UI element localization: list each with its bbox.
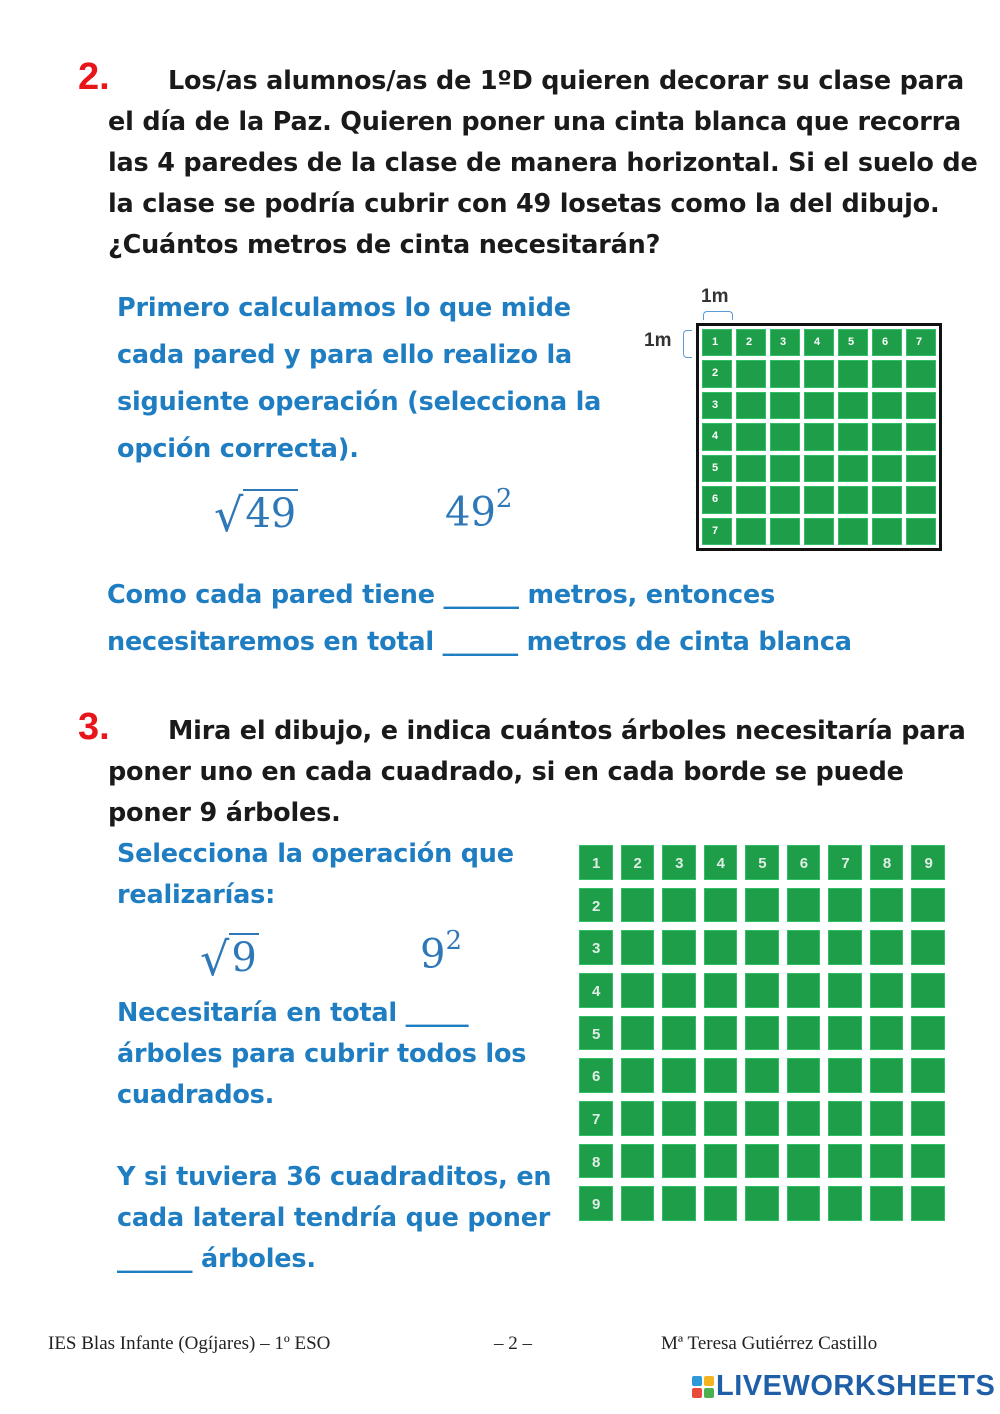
square-cell	[662, 1144, 696, 1179]
square-number: 6	[592, 1068, 601, 1086]
square-cell	[870, 930, 904, 965]
tile-cell	[872, 392, 902, 419]
option-9-squared-exp: 2	[445, 926, 462, 956]
square-cell	[787, 930, 821, 965]
tile-cell	[736, 518, 766, 545]
tile-number: 3	[712, 398, 719, 411]
square-cell	[870, 973, 904, 1008]
square-cell	[621, 1101, 655, 1136]
exercise-3-number: 3.	[78, 706, 110, 748]
exercise-2-line-5: ¿Cuántos metros de cinta necesitarán?	[108, 230, 661, 260]
tile-grid-9x9	[579, 845, 945, 1221]
tile-cell	[770, 423, 800, 450]
tile-cell	[872, 486, 902, 513]
square-cell	[745, 1186, 779, 1221]
option-49-squared-base: 49	[445, 489, 496, 536]
option-49-squared[interactable]	[445, 484, 513, 536]
tile-cell	[906, 486, 936, 513]
tile-cell	[838, 360, 868, 387]
tile-cell	[838, 455, 868, 482]
square-cell	[870, 1016, 904, 1051]
option-9-squared[interactable]	[420, 926, 462, 978]
tile-number: 4	[814, 336, 821, 348]
square-cell	[828, 973, 862, 1008]
left-brace	[683, 330, 692, 358]
tile-cell	[804, 392, 834, 419]
tile-number: 7	[712, 524, 719, 537]
answer-line: árboles para cubrir todos los	[117, 1039, 527, 1069]
square-cell	[662, 930, 696, 965]
tile-cell	[804, 518, 834, 545]
exercise-2-number: 2.	[78, 56, 110, 98]
tile-cell	[838, 392, 868, 419]
instruction-line: opción correcta).	[117, 434, 359, 464]
square-cell	[704, 1016, 738, 1051]
tile-cell	[838, 423, 868, 450]
square-cell	[745, 930, 779, 965]
instruction-line: Primero calculamos lo que mide	[117, 293, 571, 323]
tile-cell	[770, 518, 800, 545]
square-cell	[745, 1144, 779, 1179]
grid-top-label: 1m	[701, 286, 729, 307]
square-number: 1	[592, 855, 601, 872]
square-cell	[704, 973, 738, 1008]
tile-cell	[804, 486, 834, 513]
square-cell	[787, 973, 821, 1008]
footer-author: Mª Teresa Gutiérrez Castillo	[661, 1333, 878, 1354]
tile-cell	[906, 360, 936, 387]
square-cell	[621, 973, 655, 1008]
square-cell	[787, 888, 821, 923]
grid-left-label: 1m	[644, 330, 672, 351]
square-cell	[745, 1016, 779, 1051]
footer-school: IES Blas Infante (Ogíjares) – 1º ESO	[48, 1333, 331, 1354]
square-cell	[787, 1186, 821, 1221]
square-number: 2	[592, 897, 601, 915]
exercise-2-line-1: Los/as alumnos/as de 1ºD quieren decorar su clase para	[168, 66, 965, 96]
answer-line-1[interactable]: Como cada pared tiene ______ metros, entonces	[107, 580, 776, 610]
square-cell	[870, 1058, 904, 1093]
exercise-3-line-1: Mira el dibujo, e indica cuántos árboles necesitaría para	[168, 716, 966, 746]
square-number: 7	[592, 1111, 601, 1128]
option-sqrt-49[interactable]: √49	[214, 488, 297, 542]
option-sqrt-9[interactable]: √9	[200, 932, 257, 986]
square-cell	[704, 1186, 738, 1221]
tile-cell	[872, 455, 902, 482]
square-cell	[704, 930, 738, 965]
tile-number: 5	[712, 461, 719, 474]
tile-cell	[804, 455, 834, 482]
square-cell	[621, 1144, 655, 1179]
exercise-3-answer-2	[117, 1157, 551, 1280]
square-cell	[704, 1101, 738, 1136]
exercise-3-instruction	[117, 834, 514, 916]
square-cell	[704, 1144, 738, 1179]
exercise-3-line-2: poner uno en cada cuadrado, si en cada borde se puede	[108, 757, 904, 787]
square-number: 3	[675, 855, 684, 872]
answer-line: cuadrados.	[117, 1080, 275, 1110]
square-cell	[704, 888, 738, 923]
square-cell	[787, 1016, 821, 1051]
square-cell	[870, 888, 904, 923]
tile-cell	[736, 455, 766, 482]
tile-cell	[736, 360, 766, 387]
square-cell	[828, 1058, 862, 1093]
square-cell	[870, 1144, 904, 1179]
option-sqrt-9-value: 9	[231, 935, 257, 981]
option-sqrt-49-value: 49	[245, 491, 297, 537]
square-cell	[621, 888, 655, 923]
instruction-line: Selecciona la operación que	[117, 839, 514, 869]
square-cell	[828, 1016, 862, 1051]
tile-cell	[736, 423, 766, 450]
square-cell	[662, 1058, 696, 1093]
tile-cell	[872, 423, 902, 450]
exercise-2-instruction	[117, 285, 601, 473]
tile-number: 4	[712, 430, 719, 443]
footer-page-number: – 2 –	[494, 1333, 532, 1354]
square-cell	[662, 888, 696, 923]
exercise-3-line-3: poner 9 árboles.	[108, 798, 341, 828]
square-cell	[621, 1186, 655, 1221]
tile-cell	[906, 392, 936, 419]
square-number: 4	[592, 983, 601, 1000]
instruction-line: realizarías:	[117, 880, 276, 910]
answer-line: cada lateral tendría que poner	[117, 1203, 551, 1233]
tile-cell	[736, 486, 766, 513]
tile-cell	[872, 518, 902, 545]
square-cell	[911, 888, 945, 923]
tile-number: 5	[848, 336, 855, 348]
square-cell	[621, 1016, 655, 1051]
square-cell	[787, 1144, 821, 1179]
square-number: 8	[882, 855, 892, 872]
square-cell	[662, 1186, 696, 1221]
exercise-2-line-3: las 4 paredes de la clase de manera horizontal. Si el suelo de	[108, 148, 978, 178]
tile-grid-7x7	[696, 323, 942, 551]
answer-line[interactable]: ______ árboles.	[117, 1244, 316, 1274]
square-cell	[621, 930, 655, 965]
square-number: 7	[841, 855, 850, 872]
square-number: 6	[799, 855, 809, 872]
square-cell	[704, 1058, 738, 1093]
square-cell	[911, 1186, 945, 1221]
liveworksheets-brand: LIVEWORKSHEETS	[716, 1370, 996, 1402]
tile-cell	[804, 360, 834, 387]
tile-number: 2	[712, 367, 719, 380]
tile-number: 7	[916, 336, 923, 348]
square-cell	[911, 1144, 945, 1179]
tile-number: 6	[882, 336, 889, 348]
tile-cell	[770, 455, 800, 482]
square-cell	[621, 1058, 655, 1093]
square-cell	[828, 1101, 862, 1136]
tile-cell	[906, 518, 936, 545]
tile-number: 1	[712, 336, 719, 348]
tile-cell	[906, 423, 936, 450]
tile-cell	[736, 392, 766, 419]
square-number: 5	[758, 855, 767, 872]
square-cell	[870, 1186, 904, 1221]
tile-cell	[838, 486, 868, 513]
option-9-squared-base: 9	[420, 931, 446, 978]
square-number: 9	[592, 1196, 601, 1214]
square-cell	[911, 1058, 945, 1093]
square-number: 2	[633, 855, 642, 872]
square-cell	[828, 1186, 862, 1221]
tile-cell	[872, 360, 902, 387]
square-cell	[662, 1101, 696, 1136]
liveworksheets-logo-icon	[692, 1376, 714, 1398]
tile-cell	[804, 423, 834, 450]
exercise-2-answer	[107, 572, 852, 666]
tile-number: 3	[780, 336, 787, 348]
square-cell	[828, 888, 862, 923]
square-cell	[662, 973, 696, 1008]
answer-line[interactable]: Necesitaría en total _____	[117, 998, 469, 1028]
answer-line-2[interactable]: necesitaremos en total ______ metros de cinta blanca	[107, 627, 852, 657]
square-cell	[745, 888, 779, 923]
tile-number: 6	[712, 493, 719, 506]
square-cell	[828, 930, 862, 965]
tile-cell	[906, 455, 936, 482]
tile-cell	[838, 518, 868, 545]
instruction-line: siguiente operación (selecciona la	[117, 387, 602, 417]
square-cell	[911, 1101, 945, 1136]
option-49-squared-exp: 2	[495, 484, 513, 514]
square-cell	[911, 1016, 945, 1051]
square-cell	[911, 930, 945, 965]
square-number: 8	[592, 1153, 601, 1171]
square-cell	[787, 1058, 821, 1093]
instruction-line: cada pared y para ello realizo la	[117, 340, 573, 370]
square-number: 9	[924, 855, 933, 872]
square-cell	[745, 1101, 779, 1136]
answer-line: Y si tuviera 36 cuadraditos, en	[117, 1162, 552, 1192]
square-number: 5	[592, 1025, 601, 1043]
square-cell	[870, 1101, 904, 1136]
tile-number: 2	[746, 336, 753, 348]
exercise-3-answer-1	[117, 993, 526, 1116]
tile-cell	[770, 392, 800, 419]
square-cell	[745, 1058, 779, 1093]
square-cell	[787, 1101, 821, 1136]
square-cell	[828, 1144, 862, 1179]
tile-cell	[770, 486, 800, 513]
exercise-2-line-4: la clase se podría cubrir con 49 losetas como la del dibujo.	[108, 189, 940, 219]
top-brace	[703, 311, 733, 320]
square-number: 3	[592, 940, 601, 958]
square-cell	[662, 1016, 696, 1051]
square-number: 4	[716, 855, 725, 872]
exercise-2-line-2: el día de la Paz. Quieren poner una cinta blanca que recorra	[108, 107, 961, 137]
square-cell	[745, 973, 779, 1008]
square-cell	[911, 973, 945, 1008]
tile-cell	[770, 360, 800, 387]
